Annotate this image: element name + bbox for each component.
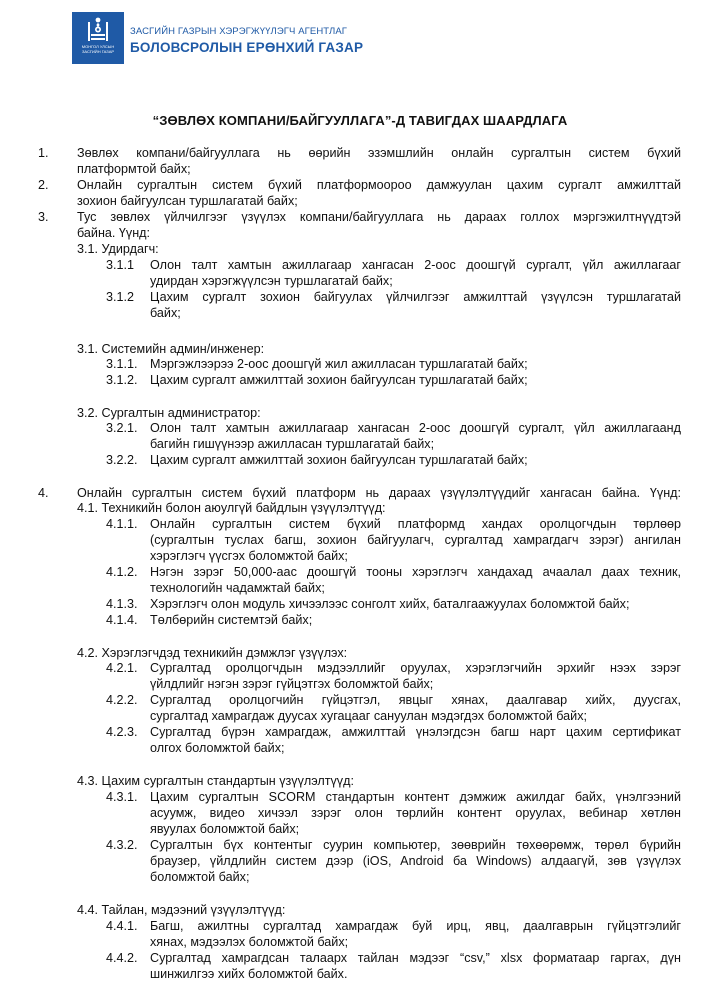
text-line: браузер, үйлдлийн систем дээр (iOS, Android ба Windows) алдаагүй, зөв үзүүлэх	[150, 854, 681, 868]
text-line: 3.1.1.	[106, 357, 138, 371]
text-line: Олон талт хамтын ажиллагаар хангасан 2-оос доошгүй сургалт, үйл ажиллагаанд	[150, 421, 681, 435]
text-line: 3.1.2	[106, 290, 135, 304]
text-line: Сургалтад бүрэн хамрагдаж, амжилттай үнэлэгдсэн багш нарт цахим сертификат	[150, 725, 681, 739]
text-line: Сургалтад оролцогчийн гүйцэтгэл, явцыг хянах, даалгавар хийх, дуусгах,	[150, 693, 681, 707]
header	[72, 12, 363, 64]
text-line: боломжтой байх;	[150, 870, 250, 884]
text-line: Онлайн сургалтын систем бүхий платформд хандах оролцогчдын төрлөөр	[150, 517, 681, 531]
text-line: хянах, мэдээлэх боломжтой байх;	[150, 935, 349, 949]
text-line: байна. Үүнд:	[77, 226, 151, 240]
text-line: байх;	[150, 306, 181, 320]
text-line: технологийн чадамжтай байх;	[150, 581, 325, 595]
text-line: шинжилгээ хийх боломжтой байх.	[150, 967, 348, 981]
text-line: 4.1.4.	[106, 613, 138, 627]
text-line: 4.4. Тайлан, мэдээний үзүүлэлтүүд:	[77, 903, 286, 917]
text-line: Цахим сургалт амжилттай зохион байгуулсан туршлагатай байх;	[150, 373, 528, 387]
text-line: Сургалтад оролцогчдын мэдээллийг оруулах, хэрэглэгчийн эрхийг нээх зэрэг	[150, 661, 681, 675]
document-title: “ЗӨВЛӨХ КОМПАНИ/БАЙГУУЛЛАГА”-Д ТАВИГДАХ ШААРДЛАГА	[152, 113, 568, 128]
text-line: 4.4.1.	[106, 919, 138, 933]
text-line: 4.2.1.	[106, 661, 138, 675]
text-line: зохион байгуулсан туршлагатай байх;	[77, 194, 298, 208]
text-line: Онлайн сургалтын систем бүхий платформоороо дамжуулан цахим сургалт амжилттай	[77, 178, 681, 192]
text-line: Зөвлөх компани/байгууллага нь өөрийн эзэмшлийн онлайн сургалтын систем бүхий	[77, 146, 681, 160]
agency-subtitle: ЗАСГИЙН ГАЗРЫН ХЭРЭГЖҮҮЛЭГЧ АГЕНТЛАГ	[130, 25, 348, 37]
text-line: 4.1.1.	[106, 517, 138, 531]
text-line: Олон талт хамтын ажиллагаар хангасан 2-оос доошгүй сургалт, үйл ажиллагааг	[150, 258, 681, 272]
text-line: 4.3. Цахим сургалтын стандартын үзүүлэлтүүд:	[77, 774, 354, 788]
text-line: 4.1.3.	[106, 597, 138, 611]
text-line: 4.1. Техникийн болон аюулгүй байдлын үзүүлэлтүүд:	[77, 501, 386, 515]
text-line: 4.	[38, 486, 49, 500]
text-line: Хэрэглэгч олон модуль хичээлээс сонголт хийх, баталгаажуулах боломжтой байх;	[150, 597, 630, 611]
government-emblem-logo	[72, 12, 124, 64]
text-line: 3.2. Сургалтын администратор:	[77, 406, 261, 420]
text-line: Онлайн сургалтын систем бүхий платформ нь дараах үзүүлэлтүүдийг хангасан байна. Үүнд:	[77, 486, 681, 500]
text-line: Төлбөрийн системтэй байх;	[150, 613, 313, 627]
text-line: 4.2.2.	[106, 693, 138, 707]
text-line: 4.2. Хэрэглэгчдэд техникийн дэмжлэг үзүүлэх:	[77, 646, 348, 660]
text-line: хэрэглэгч үүсгэх боломжтой байх;	[150, 549, 348, 563]
text-line: 4.4.2.	[106, 951, 138, 965]
text-line: 3.	[38, 210, 49, 224]
text-line: асуумж, видео хичээл зэрэг олон төрлийн контент оруулах, вебинар хөтлөн	[150, 806, 681, 820]
soyombo-icon	[85, 16, 111, 44]
text-line: олгох боломжтой байх;	[150, 741, 285, 755]
text-line: Багш, ажилтны сургалтад хамрагдаж буй ирц, явц, даалгаврын гүйцэтгэлийг	[150, 919, 681, 933]
text-line: 4.2.3.	[106, 725, 138, 739]
text-line: Цахим сургалтын SCORM стандартын контент дэмжиж ажилдаг байх, үнэлгээний	[150, 790, 681, 804]
text-line: Нэгэн зэрэг 50,000-аас доошгүй тооны хэрэглэгч хандахад ачаалал даах техник,	[150, 565, 681, 579]
text-line: Сургалтын бүх контентыг суурин компьютер, зөөврийн төхөөрөмж, төрөл бүрийн	[150, 838, 681, 852]
text-line: удирдан хэрэгжүүлсэн туршлагатай байх;	[150, 274, 393, 288]
agency-title: БОЛОВСРОЛЫН ЕРӨНХИЙ ГАЗАР	[130, 39, 364, 55]
text-line: 3.1.2.	[106, 373, 138, 387]
text-line: Мэргэжлээрээ 2-оос доошгүй жил ажилласан туршлагатай байх;	[150, 357, 528, 371]
text-line: Цахим сургалт амжилттай зохион байгуулсан туршлагатай байх;	[150, 453, 528, 467]
text-line: үйлдлийг нэгэн зэрэг гүйцэтгэх боломжтой байх;	[150, 677, 434, 691]
text-line: 4.3.2.	[106, 838, 138, 852]
text-line: 3.1. Системийн админ/инженер:	[77, 342, 265, 356]
agency-name	[130, 22, 363, 55]
text-line: 3.2.1.	[106, 421, 138, 435]
text-line: Цахим сургалт зохион байгуулах үйлчилгээг амжилттай үзүүлсэн туршлагатай	[150, 290, 681, 304]
text-line: 3.2.2.	[106, 453, 138, 467]
text-line: платформтой байх;	[77, 162, 191, 176]
text-line: явуулах боломжтой байх;	[150, 822, 300, 836]
text-line: 4.1.2.	[106, 565, 138, 579]
text-line: 1.	[38, 146, 49, 160]
text-line: 4.3.1.	[106, 790, 138, 804]
text-line: сургалтад хамрагдаж дуусах хугацааг сануулан мэдэгдэх боломжтой байх;	[150, 709, 587, 723]
text-line: багийн гишүүнээр ажилласан туршлагатай байх;	[150, 437, 435, 451]
text-line: 3.1.1	[106, 258, 135, 272]
logo-lettering: МОНГОЛ УЛСЫН ЗАСГИЙН ГАЗАР	[81, 44, 115, 54]
text-line: Сургалтад хамрагдсан талаарх тайлан мэдээг “csv,” xlsx форматаар гаргах, дүн	[150, 951, 681, 965]
text-line: (сургалтын туслах багш, зохион байгуулагч, сургалтад хамрагдагч зэрэг) ангилан	[150, 533, 681, 547]
text-line: Тус зөвлөх үйлчилгээг үзүүлэх компани/байгууллага нь дараах голлох мэргэжилтнүүдтэй	[77, 210, 681, 224]
text-line: 3.1. Удирдагч:	[77, 242, 159, 256]
text-line: 2.	[38, 178, 49, 192]
